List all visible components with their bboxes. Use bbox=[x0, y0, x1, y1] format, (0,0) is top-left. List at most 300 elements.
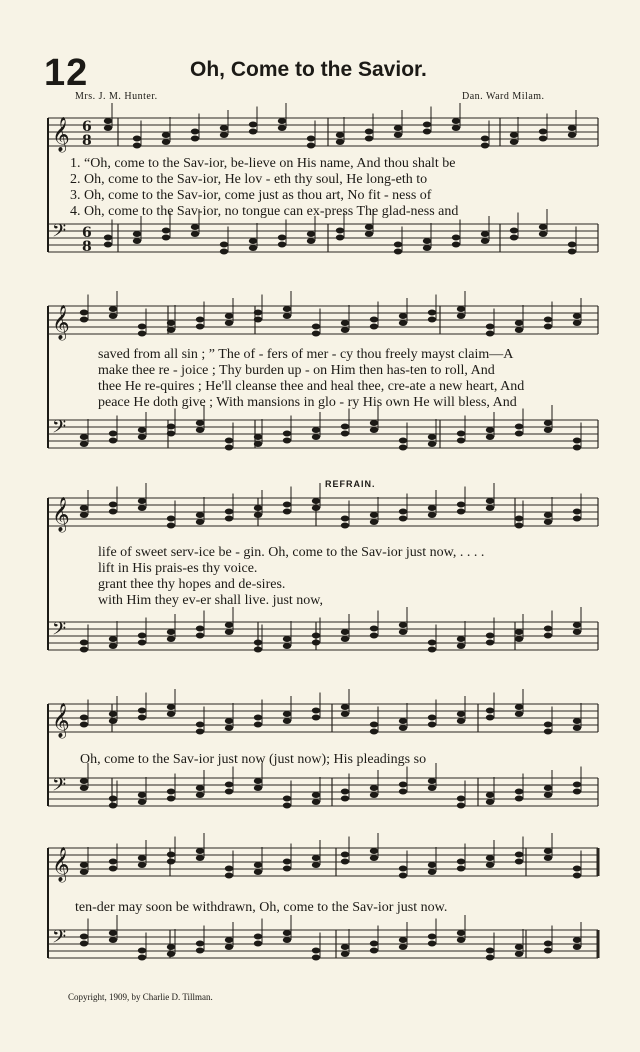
note-head bbox=[196, 792, 204, 798]
note-head bbox=[196, 626, 204, 632]
note-head bbox=[510, 235, 518, 241]
note-head bbox=[283, 438, 291, 444]
note-head bbox=[573, 789, 581, 795]
note-head bbox=[283, 796, 291, 802]
note-head bbox=[167, 704, 175, 710]
note-head bbox=[167, 859, 175, 865]
note-head bbox=[225, 320, 233, 326]
note-head bbox=[544, 722, 552, 728]
note-head bbox=[196, 519, 204, 525]
note-head bbox=[138, 331, 146, 337]
bass-clef-icon: 𝄢 bbox=[52, 927, 67, 952]
note-head bbox=[428, 715, 436, 721]
lyric-line: saved from all sin ; ” The of - fers of mer - cy thou freely mayst claim—A bbox=[98, 347, 514, 362]
note-head bbox=[452, 235, 460, 241]
note-head bbox=[457, 711, 465, 717]
note-head bbox=[370, 420, 378, 426]
note-head bbox=[196, 317, 204, 323]
note-head bbox=[104, 235, 112, 241]
note-head bbox=[341, 320, 349, 326]
note-head bbox=[80, 778, 88, 784]
note-head bbox=[457, 306, 465, 312]
note-head bbox=[196, 324, 204, 330]
note-head bbox=[486, 792, 494, 798]
bass-clef-icon: 𝄢 bbox=[52, 775, 67, 800]
note-head bbox=[457, 930, 465, 936]
note-head bbox=[225, 782, 233, 788]
time-signature-top: 6 bbox=[82, 225, 92, 241]
note-head bbox=[283, 643, 291, 649]
note-head bbox=[370, 792, 378, 798]
note-head bbox=[399, 937, 407, 943]
note-head bbox=[428, 869, 436, 875]
note-head bbox=[539, 231, 547, 237]
note-head bbox=[312, 955, 320, 961]
note-head bbox=[370, 729, 378, 735]
note-head bbox=[457, 866, 465, 872]
hymn-number: 12 bbox=[44, 52, 89, 94]
note-head bbox=[80, 647, 88, 653]
note-head bbox=[196, 722, 204, 728]
note-head bbox=[307, 231, 315, 237]
note-head bbox=[544, 941, 552, 947]
note-head bbox=[254, 941, 262, 947]
note-head bbox=[370, 324, 378, 330]
note-head bbox=[481, 143, 489, 149]
note-head bbox=[573, 718, 581, 724]
note-head bbox=[254, 310, 262, 316]
lyric-line: 1. “Oh, come to the Sav-ior, be-lieve on His name, And thou shalt be bbox=[70, 156, 456, 171]
note-head bbox=[428, 512, 436, 518]
note-head bbox=[196, 512, 204, 518]
note-head bbox=[225, 313, 233, 319]
note-head bbox=[138, 948, 146, 954]
lyric-line: make thee re - joice ; Thy burden up - on Him then has-ten to roll, And bbox=[98, 363, 495, 378]
note-head bbox=[225, 725, 233, 731]
note-head bbox=[515, 704, 523, 710]
note-head bbox=[568, 125, 576, 131]
note-head bbox=[312, 331, 320, 337]
note-head bbox=[428, 441, 436, 447]
note-head bbox=[365, 136, 373, 142]
note-head bbox=[573, 937, 581, 943]
note-head bbox=[457, 643, 465, 649]
note-head bbox=[341, 789, 349, 795]
note-head bbox=[428, 934, 436, 940]
note-head bbox=[167, 852, 175, 858]
note-head bbox=[220, 249, 228, 255]
note-head bbox=[399, 629, 407, 635]
note-head bbox=[370, 785, 378, 791]
note-head bbox=[399, 725, 407, 731]
note-head bbox=[167, 789, 175, 795]
note-head bbox=[515, 859, 523, 865]
note-head bbox=[254, 934, 262, 940]
note-head bbox=[254, 317, 262, 323]
note-head bbox=[394, 249, 402, 255]
time-signature-bottom: 8 bbox=[82, 133, 92, 149]
note-head bbox=[399, 445, 407, 451]
note-head bbox=[196, 427, 204, 433]
note-head bbox=[80, 441, 88, 447]
note-head bbox=[457, 438, 465, 444]
note-head bbox=[510, 132, 518, 138]
note-head bbox=[167, 523, 175, 529]
note-head bbox=[515, 789, 523, 795]
note-head bbox=[312, 324, 320, 330]
note-head bbox=[283, 431, 291, 437]
note-head bbox=[428, 505, 436, 511]
note-head bbox=[399, 866, 407, 872]
note-head bbox=[249, 129, 257, 135]
note-head bbox=[515, 852, 523, 858]
note-head bbox=[515, 629, 523, 635]
note-head bbox=[457, 313, 465, 319]
note-head bbox=[283, 313, 291, 319]
note-head bbox=[249, 238, 257, 244]
note-head bbox=[307, 238, 315, 244]
note-head bbox=[568, 132, 576, 138]
note-head bbox=[341, 711, 349, 717]
note-head bbox=[167, 431, 175, 437]
note-head bbox=[312, 708, 320, 714]
note-head bbox=[167, 636, 175, 642]
note-head bbox=[133, 143, 141, 149]
note-head bbox=[191, 136, 199, 142]
note-head bbox=[423, 238, 431, 244]
note-head bbox=[452, 125, 460, 131]
note-head bbox=[399, 873, 407, 879]
lyric-line: ten-der may soon be withdrawn, Oh, come to the Sav-ior just now. bbox=[75, 900, 448, 915]
note-head bbox=[283, 636, 291, 642]
lyric-line: 3. Oh, come to the Sav-ior, come just as thou art, No fit - ness of bbox=[70, 188, 432, 203]
note-head bbox=[138, 799, 146, 805]
note-head bbox=[399, 516, 407, 522]
note-head bbox=[457, 796, 465, 802]
note-head bbox=[573, 445, 581, 451]
note-head bbox=[162, 139, 170, 145]
note-head bbox=[162, 132, 170, 138]
note-head bbox=[428, 722, 436, 728]
note-head bbox=[80, 785, 88, 791]
note-head bbox=[510, 139, 518, 145]
note-head bbox=[428, 434, 436, 440]
note-head bbox=[283, 502, 291, 508]
note-head bbox=[515, 796, 523, 802]
note-head bbox=[196, 941, 204, 947]
note-head bbox=[133, 231, 141, 237]
note-head bbox=[365, 224, 373, 230]
note-head bbox=[370, 626, 378, 632]
note-head bbox=[486, 708, 494, 714]
note-head bbox=[341, 424, 349, 430]
note-head bbox=[312, 855, 320, 861]
note-head bbox=[312, 505, 320, 511]
treble-clef-icon: 𝄞 bbox=[52, 117, 70, 152]
note-head bbox=[341, 516, 349, 522]
note-head bbox=[167, 424, 175, 430]
note-head bbox=[573, 516, 581, 522]
note-head bbox=[225, 445, 233, 451]
lyric-line: 4. Oh, come to the Sav-ior, no tongue can ex-press The glad-ness and bbox=[70, 204, 459, 219]
note-head bbox=[573, 629, 581, 635]
note-head bbox=[80, 862, 88, 868]
note-head bbox=[196, 785, 204, 791]
time-signature-bottom: 8 bbox=[82, 239, 92, 255]
note-head bbox=[486, 427, 494, 433]
note-head bbox=[307, 136, 315, 142]
verse-lines-system-1 bbox=[70, 156, 458, 220]
note-head bbox=[196, 633, 204, 639]
note-head bbox=[544, 427, 552, 433]
note-head bbox=[80, 512, 88, 518]
note-head bbox=[336, 132, 344, 138]
note-head bbox=[544, 785, 552, 791]
note-head bbox=[104, 118, 112, 124]
note-head bbox=[573, 944, 581, 950]
note-head bbox=[109, 803, 117, 809]
note-head bbox=[515, 944, 523, 950]
note-head bbox=[80, 941, 88, 947]
note-head bbox=[486, 640, 494, 646]
note-head bbox=[486, 324, 494, 330]
note-head bbox=[341, 704, 349, 710]
note-head bbox=[196, 420, 204, 426]
note-head bbox=[486, 948, 494, 954]
note-head bbox=[254, 434, 262, 440]
note-head bbox=[191, 231, 199, 237]
treble-clef-icon: 𝄞 bbox=[52, 497, 70, 532]
note-head bbox=[225, 937, 233, 943]
note-head bbox=[254, 869, 262, 875]
note-head bbox=[399, 438, 407, 444]
lyric-line: peace He doth give ; With mansions in glo - ry His own He will bless, And bbox=[98, 395, 517, 410]
note-head bbox=[394, 125, 402, 131]
note-head bbox=[167, 320, 175, 326]
note-head bbox=[544, 633, 552, 639]
note-head bbox=[428, 862, 436, 868]
note-head bbox=[278, 235, 286, 241]
note-head bbox=[457, 502, 465, 508]
treble-clef-icon: 𝄞 bbox=[52, 305, 70, 340]
note-head bbox=[394, 242, 402, 248]
note-head bbox=[457, 803, 465, 809]
bass-clef-icon: 𝄢 bbox=[52, 221, 67, 246]
note-head bbox=[573, 320, 581, 326]
note-head bbox=[80, 505, 88, 511]
note-head bbox=[428, 310, 436, 316]
note-head bbox=[109, 438, 117, 444]
note-head bbox=[481, 238, 489, 244]
note-head bbox=[370, 427, 378, 433]
note-head bbox=[283, 306, 291, 312]
note-head bbox=[249, 245, 257, 251]
note-head bbox=[254, 512, 262, 518]
note-head bbox=[370, 941, 378, 947]
note-head bbox=[167, 711, 175, 717]
note-head bbox=[486, 715, 494, 721]
note-head bbox=[254, 862, 262, 868]
note-head bbox=[370, 512, 378, 518]
note-head bbox=[196, 848, 204, 854]
note-head bbox=[191, 129, 199, 135]
note-head bbox=[370, 633, 378, 639]
note-head bbox=[109, 502, 117, 508]
note-head bbox=[399, 313, 407, 319]
note-head bbox=[370, 317, 378, 323]
note-head bbox=[370, 722, 378, 728]
note-head bbox=[394, 132, 402, 138]
treble-clef-icon: 𝄞 bbox=[52, 703, 70, 738]
note-head bbox=[486, 633, 494, 639]
note-head bbox=[167, 629, 175, 635]
note-head bbox=[539, 136, 547, 142]
note-head bbox=[428, 317, 436, 323]
note-head bbox=[138, 792, 146, 798]
note-head bbox=[544, 317, 552, 323]
note-head bbox=[220, 242, 228, 248]
note-head bbox=[428, 941, 436, 947]
verse-lines-system-5 bbox=[75, 900, 447, 916]
note-head bbox=[167, 327, 175, 333]
note-head bbox=[254, 785, 262, 791]
note-head bbox=[486, 498, 494, 504]
note-head bbox=[138, 434, 146, 440]
note-head bbox=[428, 785, 436, 791]
note-head bbox=[312, 427, 320, 433]
note-head bbox=[138, 640, 146, 646]
note-head bbox=[138, 427, 146, 433]
note-head bbox=[336, 235, 344, 241]
note-head bbox=[220, 125, 228, 131]
note-head bbox=[515, 320, 523, 326]
note-head bbox=[544, 848, 552, 854]
note-head bbox=[365, 129, 373, 135]
note-head bbox=[481, 136, 489, 142]
note-head bbox=[80, 640, 88, 646]
note-head bbox=[341, 944, 349, 950]
note-head bbox=[254, 640, 262, 646]
note-head bbox=[225, 516, 233, 522]
note-head bbox=[539, 129, 547, 135]
note-head bbox=[312, 640, 320, 646]
note-head bbox=[109, 937, 117, 943]
author-credit: Mrs. J. M. Hunter. bbox=[75, 91, 158, 102]
lyric-line: grant thee thy hopes and de-sires. bbox=[98, 577, 286, 592]
note-head bbox=[307, 143, 315, 149]
note-head bbox=[486, 855, 494, 861]
note-head bbox=[167, 516, 175, 522]
note-head bbox=[312, 799, 320, 805]
note-head bbox=[249, 122, 257, 128]
lyric-line: Oh, come to the Sav-ior just now (just now); His pleadings so bbox=[80, 752, 427, 767]
note-head bbox=[341, 859, 349, 865]
note-head bbox=[428, 778, 436, 784]
bass-clef-icon: 𝄢 bbox=[52, 417, 67, 442]
note-head bbox=[341, 523, 349, 529]
note-head bbox=[225, 509, 233, 515]
note-head bbox=[109, 643, 117, 649]
note-head bbox=[399, 789, 407, 795]
note-head bbox=[515, 327, 523, 333]
note-head bbox=[138, 498, 146, 504]
note-head bbox=[423, 129, 431, 135]
note-head bbox=[254, 647, 262, 653]
note-head bbox=[573, 782, 581, 788]
note-head bbox=[486, 331, 494, 337]
note-head bbox=[544, 420, 552, 426]
note-head bbox=[104, 242, 112, 248]
note-head bbox=[341, 636, 349, 642]
note-head bbox=[452, 118, 460, 124]
note-head bbox=[109, 509, 117, 515]
note-head bbox=[80, 934, 88, 940]
copyright-notice: Copyright, 1909, by Charlie D. Tillman. bbox=[68, 992, 213, 1002]
note-head bbox=[510, 228, 518, 234]
note-head bbox=[515, 431, 523, 437]
bass-clef-icon: 𝄢 bbox=[52, 619, 67, 644]
note-head bbox=[573, 725, 581, 731]
note-head bbox=[486, 955, 494, 961]
note-head bbox=[568, 242, 576, 248]
note-head bbox=[457, 636, 465, 642]
note-head bbox=[254, 715, 262, 721]
note-head bbox=[109, 796, 117, 802]
note-head bbox=[80, 310, 88, 316]
note-head bbox=[138, 505, 146, 511]
note-head bbox=[278, 242, 286, 248]
note-head bbox=[428, 647, 436, 653]
note-head bbox=[220, 132, 228, 138]
note-head bbox=[573, 509, 581, 515]
note-head bbox=[341, 629, 349, 635]
note-head bbox=[162, 228, 170, 234]
note-head bbox=[457, 431, 465, 437]
note-head bbox=[573, 438, 581, 444]
note-head bbox=[225, 944, 233, 950]
note-head bbox=[399, 622, 407, 628]
note-head bbox=[341, 852, 349, 858]
refrain-label: REFRAIN. bbox=[325, 479, 376, 489]
lyric-line: lift in His prais-es thy voice. bbox=[98, 561, 258, 576]
note-head bbox=[544, 729, 552, 735]
note-head bbox=[138, 862, 146, 868]
note-head bbox=[312, 633, 320, 639]
note-head bbox=[515, 424, 523, 430]
note-head bbox=[191, 224, 199, 230]
note-head bbox=[133, 238, 141, 244]
note-head bbox=[109, 866, 117, 872]
note-head bbox=[109, 718, 117, 724]
note-head bbox=[486, 434, 494, 440]
note-head bbox=[196, 855, 204, 861]
note-head bbox=[254, 778, 262, 784]
note-head bbox=[515, 636, 523, 642]
note-head bbox=[109, 930, 117, 936]
note-head bbox=[283, 718, 291, 724]
note-head bbox=[428, 640, 436, 646]
note-head bbox=[138, 708, 146, 714]
note-head bbox=[370, 948, 378, 954]
note-head bbox=[225, 866, 233, 872]
note-head bbox=[336, 139, 344, 145]
note-head bbox=[399, 320, 407, 326]
note-head bbox=[138, 633, 146, 639]
note-head bbox=[544, 855, 552, 861]
note-head bbox=[278, 118, 286, 124]
note-head bbox=[138, 955, 146, 961]
note-head bbox=[283, 866, 291, 872]
